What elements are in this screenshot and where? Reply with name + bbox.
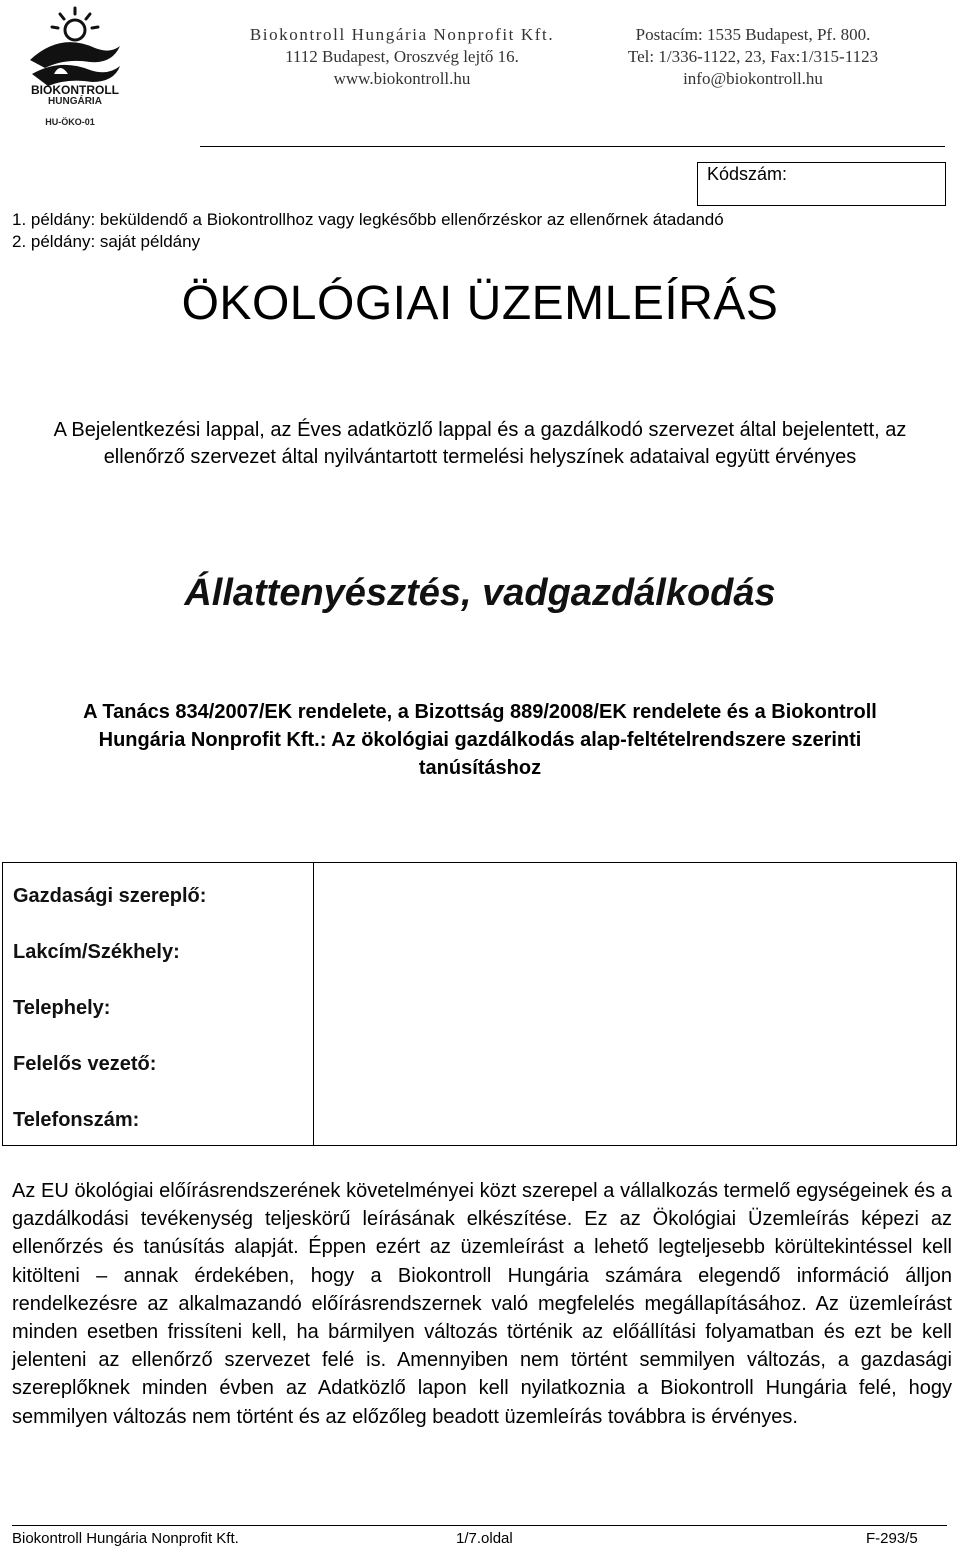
logo-country-text: HUNGÁRIA [48,96,102,107]
landscape-icon [30,42,120,86]
company-website: www.biokontroll.hu [333,69,471,88]
company-email: info@biokontroll.hu [683,69,823,88]
copy-note-first: 1. példány: beküldendő a Biokontrollhoz vagy legkésőbb ellenőrzéskor az ellenőrnek átadandó [12,210,724,229]
field-label-manager: Felelős vezető: [13,1053,157,1075]
field-input-site[interactable] [315,975,955,1031]
footer-divider [12,1525,947,1526]
field-input-manager[interactable] [315,1031,955,1087]
company-name: Biokontroll Hungária Nonprofit Kft. [249,25,555,44]
page-subtitle: A Bejelentkezési lappal, az Éves adatközlő lappal és a gazdálkodó szervezet által bejelentett, az ellenőrző szervezet által nyilvántartott termelési helyszínek adataival együtt érvényes [53,419,907,468]
company-contact-block [598,24,908,90]
kodszam-label: Kódszám: [707,164,788,184]
header-divider [200,146,945,147]
regulation-text: A Tanács 834/2007/EK rendelete, a Bizottság 889/2008/EK rendelete és a Biokontroll Hungária Nonprofit Kft.: Az ökológiai gazdálkodás alap-feltételrendszere szerinti tanúsításhoz [83,701,877,779]
operator-info-table [2,862,957,1146]
field-input-operator[interactable] [315,863,955,919]
field-label-phone: Telefonszám: [13,1109,140,1131]
sun-icon [52,8,98,40]
biokontroll-logo [20,2,130,130]
footer-page-number: 1/7.oldal [456,1530,513,1547]
field-input-phone[interactable] [315,1087,955,1145]
copy-notes [12,209,724,253]
company-address-block [212,24,592,90]
logo-code-text: HU-ÖKO-01 [45,117,95,127]
field-label-operator: Gazdasági szereplő: [13,885,207,907]
page-title: ÖKOLÓGIAI ÜZEMLEÍRÁS [181,277,779,330]
footer-company: Biokontroll Hungária Nonprofit Kft. [12,1530,239,1547]
section-title: Állattenyésztés, vadgazdálkodás [184,572,776,614]
field-input-address[interactable] [315,919,955,975]
copy-note-second: 2. példány: saját példány [12,232,201,251]
postal-address: Postacím: 1535 Budapest, Pf. 800. [635,25,871,44]
field-label-site: Telephely: [13,997,111,1019]
logo-brand-text: BIOKONTROLL [31,83,119,97]
company-street: 1112 Budapest, Oroszvég lejtő 16. [285,47,519,66]
intro-paragraph: Az EU ökológiai előírásrendszerének követelményei közt szerepel a vállalkozás termelő egységeinek és a gazdálkodási tevékenység teljeskörű leírásának elkészítése. Ez az Ökológiai Üzemleírás képezi az ellenőrzés és tanúsítás alapját. Éppen ezért az üzemleírást a lehető legteljesebb körültekintéssel kell kitölteni – annak érdekében, hogy a Biokontroll Hungária számára elegendő információ álljon rendelkezésre az alkalmazandó előírásrendszernek való megfelelés megállapításához. Az üzemleírást minden esetben frissíteni kell, ha bármilyen változás történik az előállítási folyamatban és ezt be kell jelenteni az ellenőrző szervezet felé is. Amennyiben nem történt semmilyen változás, a gazdasági szereplőknek minden évben az Adatközlő lapon kell nyilatkoznia a Biokontroll Hungária felé, hogy semmilyen változás nem történt és az előzőleg beadott üzemleírás továbbra is érvényes. [12,1180,952,1428]
field-label-address: Lakcím/Székhely: [13,941,180,963]
phone-fax: Tel: 1/336-1122, 23, Fax:1/315-1123 [627,47,879,66]
footer-form-code: F-293/5 [866,1530,918,1547]
